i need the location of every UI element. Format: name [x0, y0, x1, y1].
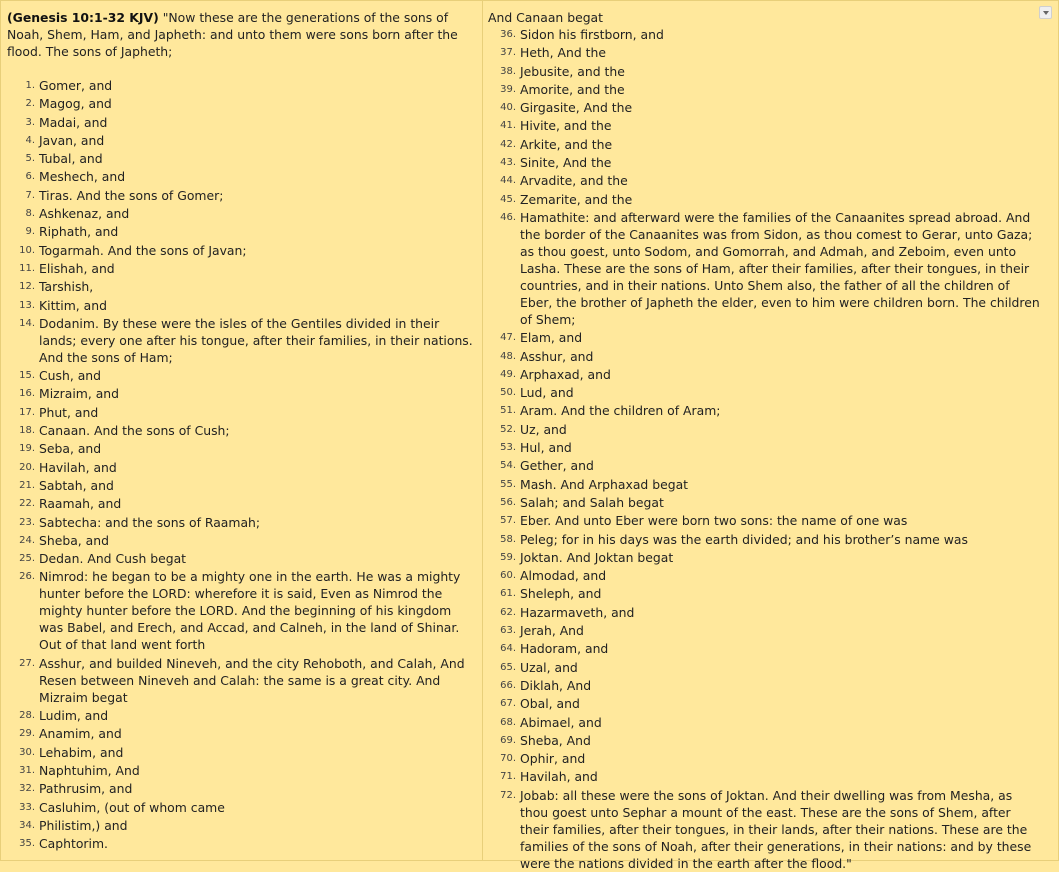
- list-item-text: Casluhim, (out of whom came: [39, 799, 225, 815]
- list-item: [488, 348, 1040, 365]
- list-item: [488, 81, 1040, 98]
- list-item-text: Ashkenaz, and: [39, 206, 130, 222]
- list-item-text: Abimael, and: [520, 714, 602, 730]
- list-item-number: 52.: [500, 423, 516, 435]
- list-item: [488, 549, 1040, 566]
- list-item-number: 24.: [19, 534, 35, 546]
- list-item: [7, 77, 476, 94]
- list-item-number: 58.: [500, 533, 516, 545]
- list-item: [7, 495, 476, 512]
- list-item-number: 23.: [19, 516, 35, 528]
- list-item-number: 14.: [19, 317, 35, 329]
- right-heading: And Canaan begat: [488, 10, 604, 25]
- list-item-text: Gomer, and: [39, 78, 113, 93]
- list-item-text: Tiras. And the sons of Gomer;: [39, 187, 224, 203]
- list-item-text: Eber. And unto Eber were born two sons: the name of one was: [520, 513, 908, 529]
- list-item-text: Gether, and: [520, 458, 594, 474]
- list-item-text: Philistim,) and: [39, 817, 128, 833]
- list-item-number: 68.: [500, 716, 516, 728]
- list-item-number: 45.: [500, 193, 516, 205]
- list-item-text: Hamathite: and afterward were the families of the Canaanites spread abroad. And the border of the Canaanites was from Sidon, as thou comest to Gerar, unto Gaza; as thou goest, unto Sodom, and Gomorrah, and Admah, and Zeboim, even unto Lasha. These are the sons of Ham, after their families, after their tongues, in their countries, and in their nations. Unto Shem also, the father of all the children of Eber, the brother of Japheth the elder, even to him were children born. The children of Shem;: [520, 209, 1040, 327]
- list-item-number: 42.: [500, 138, 516, 150]
- list-item-text: Caphtorim.: [39, 836, 108, 852]
- list-item-number: 56.: [500, 496, 516, 508]
- list-item-text: Lud, and: [520, 385, 574, 401]
- list-item-text: Hul, and: [520, 440, 572, 456]
- list-item-number: 7.: [25, 189, 35, 201]
- list-item-number: 46.: [500, 211, 516, 223]
- list-item: [488, 384, 1040, 401]
- list-item: [7, 260, 476, 277]
- list-item-number: 35.: [19, 838, 35, 850]
- list-item: [488, 494, 1040, 511]
- list-item-text: Joktan. And Joktan begat: [520, 549, 674, 565]
- list-item-number: 34.: [19, 819, 35, 831]
- list-item: [7, 440, 476, 457]
- list-item-number: 48.: [500, 350, 516, 362]
- list-item-text: Togarmah. And the sons of Javan;: [39, 242, 247, 258]
- list-item-text: Jebusite, and the: [520, 63, 625, 79]
- list-item-text: Lehabim, and: [39, 744, 124, 760]
- list-item-number: 4.: [25, 134, 35, 146]
- list-item-number: 53.: [500, 442, 516, 454]
- list-item-number: 59.: [500, 551, 516, 563]
- list-item: [7, 835, 476, 852]
- list-item-text: Nimrod: he began to be a mighty one in the earth. He was a mighty hunter before the LORD: wherefore it is said, Even as Nimrod the mighty hunter before the LORD. And the beginning of his kingdom was Babel, and Erech, and Accad, and Calneh, in the land of Shinar. Out of that land went forth: [39, 569, 461, 653]
- list-item-text: Sidon his firstborn, and: [520, 27, 664, 42]
- list-item-number: 20.: [19, 461, 35, 473]
- list-item-number: 26.: [19, 571, 35, 583]
- list-item-text: Sheba, and: [39, 532, 109, 548]
- list-item-number: 37.: [500, 47, 516, 59]
- list-item-number: 64.: [500, 643, 516, 655]
- list-item-text: Javan, and: [39, 132, 105, 148]
- list-item-text: Asshur, and builded Nineveh, and the city Rehoboth, and Calah, And Resen between Nineveh and Calah: the same is a great city. And Mizraim begat: [39, 655, 465, 705]
- list-item: [488, 750, 1040, 767]
- list-item: [7, 744, 476, 761]
- list-item: [488, 136, 1040, 153]
- dropdown-arrow-icon[interactable]: [1039, 6, 1052, 19]
- list-item: [488, 768, 1040, 785]
- list-item: [488, 585, 1040, 602]
- list-item-text: Hadoram, and: [520, 641, 609, 657]
- list-item: [7, 367, 476, 384]
- list-item-text: Hivite, and the: [520, 118, 612, 134]
- list-item: [7, 459, 476, 476]
- list-item-number: 8.: [25, 208, 35, 220]
- list-item-number: 62.: [500, 606, 516, 618]
- list-item-number: 70.: [500, 753, 516, 765]
- list-item-number: 30.: [19, 746, 35, 758]
- list-item: [488, 421, 1040, 438]
- list-item-number: 17.: [19, 406, 35, 418]
- list-item-number: 16.: [19, 388, 35, 400]
- list-item: [7, 514, 476, 531]
- list-item-number: 61.: [500, 588, 516, 600]
- intro-paragraph: [7, 9, 476, 60]
- list-item-text: Riphath, and: [39, 224, 119, 240]
- list-item-text: Arvadite, and the: [520, 173, 628, 189]
- list-item: [488, 512, 1040, 529]
- list-item-text: Canaan. And the sons of Cush;: [39, 423, 230, 439]
- list-item: [488, 439, 1040, 456]
- list-item-text: Zemarite, and the: [520, 191, 633, 207]
- list-item-text: Obal, and: [520, 696, 580, 712]
- list-item-text: Diklah, And: [520, 677, 592, 693]
- list-item: [7, 223, 476, 240]
- list-item: [7, 187, 476, 204]
- list-item: [488, 476, 1040, 493]
- list-item-text: Aram. And the children of Aram;: [520, 403, 721, 419]
- list-item: [488, 402, 1040, 419]
- list-item-number: 54.: [500, 460, 516, 472]
- list-item-number: 32.: [19, 783, 35, 795]
- list-item-number: 36.: [500, 29, 516, 40]
- list-item: [7, 799, 476, 816]
- list-item-text: Sabtecha: and the sons of Raamah;: [39, 514, 261, 530]
- list-item-text: Seba, and: [39, 441, 102, 457]
- list-item: [488, 695, 1040, 712]
- list-item: [488, 457, 1040, 474]
- list-item-number: 66.: [500, 679, 516, 691]
- list-item-number: 11.: [19, 262, 35, 274]
- list-item-text: Uzal, and: [520, 659, 578, 675]
- list-item-text: Elishah, and: [39, 260, 115, 276]
- list-item-number: 31.: [19, 764, 35, 776]
- list-item-number: 65.: [500, 661, 516, 673]
- list-item-number: 44.: [500, 175, 516, 187]
- list-item-text: Magog, and: [39, 96, 112, 112]
- list-item: [7, 817, 476, 834]
- list-item-number: 69.: [500, 734, 516, 746]
- list-item-number: 15.: [19, 370, 35, 382]
- list-item-text: Ludim, and: [39, 708, 109, 724]
- list-item: [7, 422, 476, 439]
- list-item: [488, 117, 1040, 134]
- list-item-text: Naphtuhim, And: [39, 762, 140, 778]
- list-item-number: 13.: [19, 299, 35, 311]
- list-item-text: Almodad, and: [520, 568, 607, 584]
- list-item-text: Peleg; for in his days was the earth divided; and his brother’s name was: [520, 531, 968, 547]
- list-item: [7, 114, 476, 131]
- list-item-text: Phut, and: [39, 404, 99, 420]
- list-item-number: 51.: [500, 405, 516, 417]
- list-item-text: Sabtah, and: [39, 477, 114, 493]
- list-item: [7, 780, 476, 797]
- list-item-number: 38.: [500, 65, 516, 77]
- list-item: [488, 659, 1040, 676]
- list-item: [488, 26, 1040, 43]
- list-item: [488, 714, 1040, 731]
- list-item-text: Amorite, and the: [520, 81, 625, 97]
- list-item-number: 1.: [25, 80, 35, 91]
- list-item-number: 2.: [25, 98, 35, 110]
- list-item-text: Cush, and: [39, 368, 102, 384]
- list-item-number: 21.: [19, 479, 35, 491]
- list-item-number: 39.: [500, 83, 516, 95]
- list-item: [488, 99, 1040, 116]
- list-item-number: 41.: [500, 120, 516, 132]
- list-item-number: 72.: [500, 789, 516, 801]
- list-item-text: Madai, and: [39, 114, 108, 130]
- list-item-text: Arphaxad, and: [520, 366, 611, 382]
- list-item-number: 10.: [19, 244, 35, 256]
- right-column: [483, 1, 1058, 871]
- list-item: [488, 44, 1040, 61]
- list-item: [488, 63, 1040, 80]
- list-item: [7, 725, 476, 742]
- list-item: [7, 568, 476, 653]
- list-item-number: 67.: [500, 698, 516, 710]
- list-item: [7, 168, 476, 185]
- list-item-text: Sinite, And the: [520, 155, 612, 171]
- list-item-number: 3.: [25, 116, 35, 128]
- list-item-text: Tarshish,: [39, 279, 94, 295]
- list-item: [488, 567, 1040, 584]
- list-item-number: 40.: [500, 102, 516, 114]
- list-item-number: 57.: [500, 515, 516, 527]
- list-item: [7, 762, 476, 779]
- list-item-text: Hazarmaveth, and: [520, 604, 635, 620]
- list-item-number: 50.: [500, 387, 516, 399]
- list-item-text: Dodanim. By these were the isles of the Gentiles divided in their lands; every one after his tongue, after their families, in their nations. And the sons of Ham;: [39, 315, 473, 365]
- list-item: [7, 278, 476, 295]
- list-item-number: 12.: [19, 281, 35, 293]
- list-item-text: Pathrusim, and: [39, 781, 133, 797]
- list-item-number: 28.: [19, 710, 35, 722]
- list-item: [488, 732, 1040, 749]
- left-verse-list: [7, 77, 476, 852]
- list-item: [7, 132, 476, 149]
- list-item-number: 5.: [25, 153, 35, 165]
- list-item-number: 33.: [19, 801, 35, 813]
- list-item-number: 47.: [500, 332, 516, 344]
- list-item: [488, 366, 1040, 383]
- list-item: [488, 154, 1040, 171]
- list-item: [488, 640, 1040, 657]
- list-item-text: Havilah, and: [39, 459, 117, 475]
- list-item-text: Elam, and: [520, 330, 583, 346]
- list-item-number: 60.: [500, 570, 516, 582]
- list-item-number: 29.: [19, 728, 35, 740]
- list-item-text: Uz, and: [520, 421, 567, 437]
- list-item-text: Meshech, and: [39, 169, 126, 185]
- list-item-text: Mash. And Arphaxad begat: [520, 476, 689, 492]
- list-item: [488, 604, 1040, 621]
- list-item-text: Mizraim, and: [39, 386, 120, 402]
- list-item: [488, 622, 1040, 639]
- list-item: [7, 315, 476, 366]
- list-item-text: Dedan. And Cush begat: [39, 551, 187, 567]
- list-item-text: Heth, And the: [520, 45, 606, 61]
- list-item-text: Jerah, And: [520, 623, 584, 639]
- right-verse-list: [488, 26, 1040, 872]
- chevron-down-icon: [1043, 11, 1049, 15]
- list-item: [7, 385, 476, 402]
- list-item: [7, 532, 476, 549]
- list-item-text: Havilah, and: [520, 769, 598, 785]
- left-column: [1, 1, 483, 860]
- list-item-number: 55.: [500, 478, 516, 490]
- list-item: [7, 404, 476, 421]
- list-item-number: 22.: [19, 498, 35, 510]
- list-item: [488, 172, 1040, 189]
- list-item: [488, 787, 1040, 872]
- list-item-number: 25.: [19, 553, 35, 565]
- list-item: [7, 205, 476, 222]
- list-item-number: 27.: [19, 657, 35, 669]
- intro-text: "Now these are the generations of the sons of Noah, Shem, Ham, and Japheth: and unto them were sons born after the flood. The sons of Japheth;: [7, 10, 458, 59]
- list-item: [488, 329, 1040, 346]
- list-item: [7, 707, 476, 724]
- list-item-text: Ophir, and: [520, 751, 586, 767]
- list-item-number: 9.: [25, 226, 35, 238]
- list-item: [488, 531, 1040, 548]
- list-item-text: Asshur, and: [520, 348, 594, 364]
- list-item-text: Salah; and Salah begat: [520, 494, 664, 510]
- list-item: [7, 297, 476, 314]
- list-item: [488, 191, 1040, 208]
- list-item-number: 63.: [500, 625, 516, 637]
- list-item: [7, 150, 476, 167]
- list-item: [7, 477, 476, 494]
- list-item: [7, 655, 476, 706]
- list-item-text: Jobab: all these were the sons of Joktan. And their dwelling was from Mesha, as thou goest unto Sephar a mount of the east. These are the sons of Shem, after their families, after their tongues, in their lands, after their nations. These are the families of the sons of Noah, after their generations, in their nations: and by these were the nations divided in the earth after the flood.": [520, 787, 1032, 871]
- list-item: [488, 209, 1040, 328]
- list-item-number: 71.: [500, 771, 516, 783]
- list-item: [488, 677, 1040, 694]
- list-item-number: 19.: [19, 443, 35, 455]
- list-item-text: Tubal, and: [39, 151, 103, 167]
- list-item: [7, 242, 476, 259]
- list-item-text: Raamah, and: [39, 496, 122, 512]
- spacer: [7, 60, 476, 77]
- list-item-text: Sheba, And: [520, 732, 591, 748]
- list-item-text: Sheleph, and: [520, 586, 602, 602]
- list-item-text: Girgasite, And the: [520, 100, 633, 116]
- scripture-reference: (Genesis 10:1-32 KJV): [7, 10, 159, 25]
- list-item-number: 18.: [19, 425, 35, 437]
- list-item-text: Kittim, and: [39, 297, 107, 313]
- list-item-text: Arkite, and the: [520, 136, 613, 152]
- list-item-number: 49.: [500, 368, 516, 380]
- list-item: [7, 95, 476, 112]
- list-item-number: 43.: [500, 157, 516, 169]
- list-item-text: Anamim, and: [39, 726, 122, 742]
- list-item-number: 6.: [25, 171, 35, 183]
- list-item: [7, 550, 476, 567]
